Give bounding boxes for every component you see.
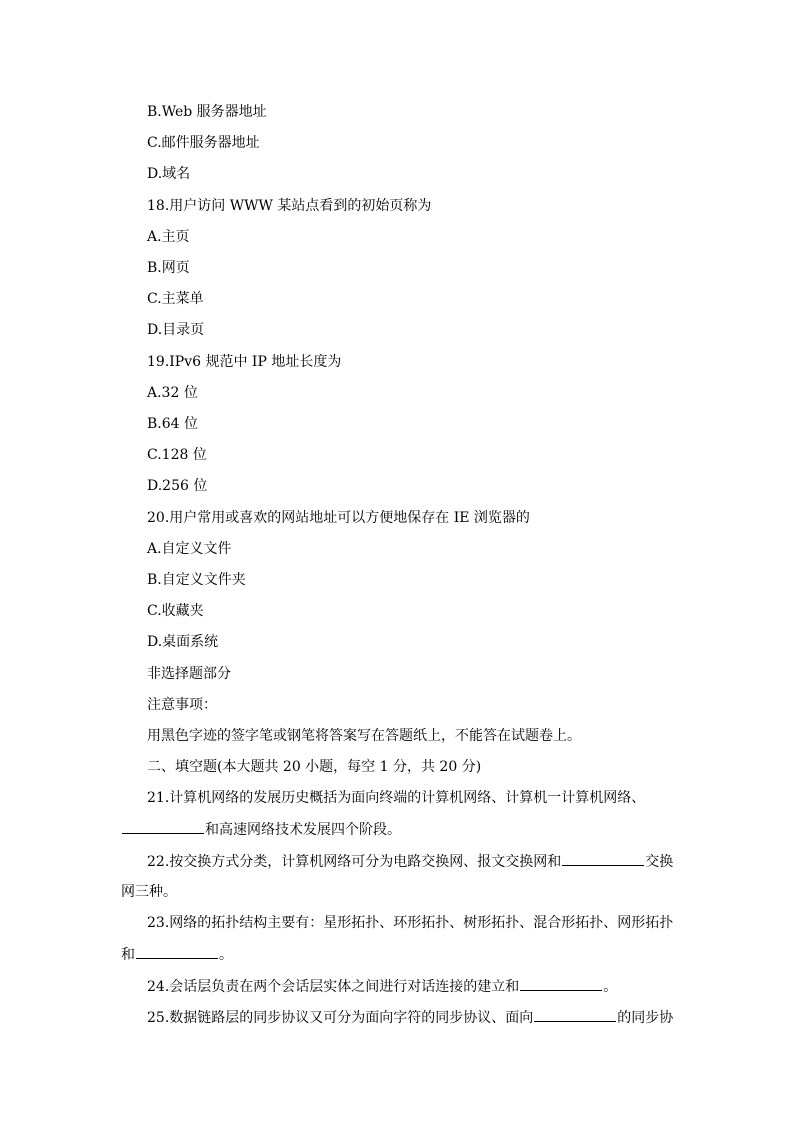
- question-24-text-end: 。: [603, 979, 618, 995]
- question-23-text-end: 。: [219, 947, 233, 963]
- option-b: B.64 位: [147, 416, 199, 432]
- question-24: [147, 976, 617, 997]
- question-22-text: 22.按交换方式分类，计算机网络可分为电路交换网、报文交换网和: [147, 854, 562, 870]
- question-22-text-mid: 交换: [645, 854, 674, 870]
- option-c-mail-server: C.邮件服务器地址: [147, 135, 260, 151]
- answer-blank[interactable]: [136, 944, 218, 959]
- question-24-text: 24.会话层负责在两个会话层实体之间进行对话连接的建立和: [147, 979, 520, 995]
- question-23: [147, 913, 673, 933]
- answer-blank[interactable]: [122, 819, 204, 834]
- option-d: D.256 位: [147, 478, 208, 494]
- option-d-domain: D.域名: [147, 166, 191, 182]
- question-18: 18.用户访问 WWW 某站点看到的初始页称为: [147, 198, 432, 214]
- option-b-web-server: B.Web 服务器地址: [147, 104, 267, 120]
- answer-blank[interactable]: [520, 976, 602, 991]
- option-c: C.128 位: [147, 447, 207, 463]
- option-a: A.32 位: [147, 385, 198, 401]
- question-23-cont: [121, 944, 233, 965]
- question-25-text-end: 的同步协: [617, 1010, 674, 1026]
- question-25-text: 25.数据链路层的同步协议又可分为面向字符的同步协议、面向: [147, 1010, 534, 1026]
- option-a: A.自定义文件: [147, 541, 232, 557]
- notice-heading: 注意事项：: [147, 697, 217, 713]
- option-a: A.主页: [147, 229, 190, 245]
- question-25: [147, 1007, 673, 1028]
- notice-text: 用黑色字迹的签字笔或钢笔将答案写在答题纸上，不能答在试题卷上。: [147, 728, 581, 744]
- option-d: D.目录页: [147, 322, 205, 338]
- option-b: B.自定义文件夹: [147, 572, 246, 588]
- option-b: B.网页: [147, 260, 190, 276]
- question-21: [147, 788, 645, 808]
- question-23-text-and: 和: [121, 947, 135, 963]
- question-21-text-cont: 和高速网络技术发展四个阶段。: [205, 822, 401, 838]
- option-d: D.桌面系统: [147, 634, 219, 650]
- question-22: [147, 851, 673, 872]
- question-19: 19.IPv6 规范中 IP 地址长度为: [147, 354, 342, 370]
- option-c: C.主菜单: [147, 291, 204, 307]
- question-23-text: 23.网络的拓扑结构主要有：星形拓扑、环形拓扑、树形拓扑、混合形拓扑、网形拓扑: [147, 915, 674, 931]
- question-21-cont: [121, 819, 401, 840]
- section-heading-non-choice: 非选择题部分: [147, 666, 231, 682]
- section-heading-fill-blank: 二、填空题(本大题共 20 小题，每空 1 分，共 20 分): [147, 759, 482, 775]
- question-21-text: 21.计算机网络的发展历史概括为面向终端的计算机网络、计算机一计算机网络、: [147, 790, 646, 806]
- answer-blank[interactable]: [562, 851, 644, 866]
- option-c: C.收藏夹: [147, 603, 204, 619]
- question-22-cont: 网三种。: [121, 884, 177, 900]
- answer-blank[interactable]: [534, 1007, 616, 1022]
- question-20: 20.用户常用或喜欢的网站地址可以方便地保存在 IE 浏览器的: [147, 510, 530, 526]
